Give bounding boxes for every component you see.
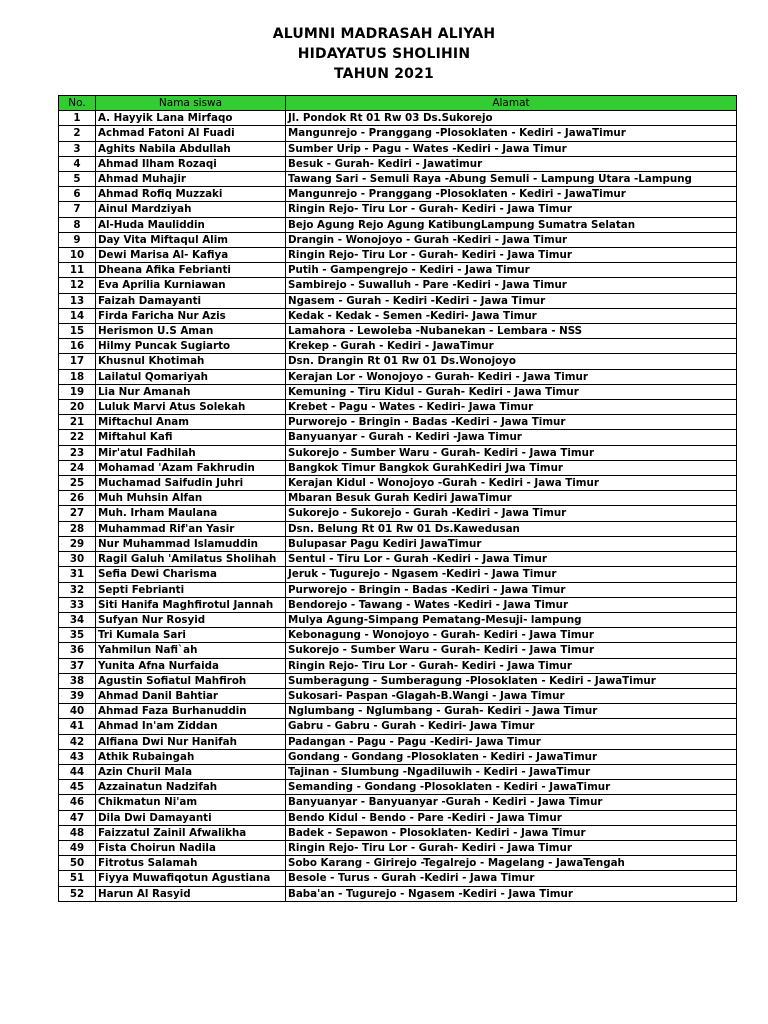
table-row [59,825,737,840]
row-number: 33 [59,597,96,612]
student-address: Mangunrejo - Pranggang -Plosoklaten - Kediri - JawaTimur [286,187,737,202]
table-row [59,232,737,247]
student-address: Ngasem - Gurah - Kediri -Kediri - Jawa Timur [286,293,737,308]
table-row [59,324,737,339]
student-name: Ahmad Faza Burhanuddin [96,704,286,719]
column-header-address: Alamat [286,96,737,111]
row-number: 13 [59,293,96,308]
row-number: 51 [59,871,96,886]
student-address: Sumberagung - Sumberagung -Plosoklaten - Kediri - JawaTimur [286,673,737,688]
row-number: 18 [59,369,96,384]
student-address: Kebonagung - Wonojoyo - Gurah- Kediri - Jawa Timur [286,628,737,643]
row-number: 11 [59,263,96,278]
student-address: Gondang - Gondang -Plosoklaten - Kediri - JawaTimur [286,749,737,764]
student-name: Luluk Marvi Atus Solekah [96,400,286,415]
row-number: 26 [59,491,96,506]
student-name: Mohamad 'Azam Fakhrudin [96,460,286,475]
table-row [59,734,737,749]
row-number: 46 [59,795,96,810]
student-address: Badek - Sepawon - Plosoklaten- Kediri - Jawa Timur [286,825,737,840]
row-number: 37 [59,658,96,673]
row-number: 40 [59,704,96,719]
row-number: 14 [59,308,96,323]
student-address: Mbaran Besuk Gurah Kediri JawaTimur [286,491,737,506]
table-row [59,415,737,430]
row-number: 2 [59,126,96,141]
alumni-table [58,95,737,902]
row-number: 38 [59,673,96,688]
table-row [59,460,737,475]
student-name: Fitrotus Salamah [96,856,286,871]
student-address: Jl. Pondok Rt 01 Rw 03 Ds.Sukorejo [286,111,737,126]
row-number: 30 [59,552,96,567]
table-row [59,278,737,293]
column-header-no: No. [59,96,96,111]
row-number: 9 [59,232,96,247]
student-address: Kedak - Kedak - Semen -Kediri- Jawa Timur [286,308,737,323]
student-name: Fista Choirun Nadila [96,840,286,855]
title-line-2: HIDAYATUS SHOLIHIN [297,46,471,62]
table-row [59,628,737,643]
table-row [59,704,737,719]
table-row [59,688,737,703]
student-address: Bangkok Timur Bangkok GurahKediri Jwa Timur [286,460,737,475]
student-name: Azzainatun Nadzifah [96,780,286,795]
student-address: Bendo Kidul - Bendo - Pare -Kediri - Jawa Timur [286,810,737,825]
row-number: 15 [59,324,96,339]
student-address: Drangin - Wonojoyo - Gurah -Kediri - Jawa Timur [286,232,737,247]
row-number: 17 [59,354,96,369]
student-name: Ainul Mardziyah [96,202,286,217]
table-row [59,141,737,156]
table-row [59,886,737,901]
student-name: Dila Dwi Damayanti [96,810,286,825]
student-address: Ringin Rejo- Tiru Lor - Gurah- Kediri - Jawa Timur [286,658,737,673]
student-address: Bulupasar Pagu Kediri JawaTimur [286,536,737,551]
row-number: 27 [59,506,96,521]
student-name: Harun Al Rasyid [96,886,286,901]
table-row [59,354,737,369]
table-row [59,673,737,688]
student-name: Lailatul Qomariyah [96,369,286,384]
student-address: Bejo Agung Rejo Agung KatibungLampung Sumatra Selatan [286,217,737,232]
student-name: Azin Churil Mala [96,764,286,779]
table-row [59,400,737,415]
row-number: 45 [59,780,96,795]
student-name: Ahmad Rofiq Muzzaki [96,187,286,202]
student-name: Yunita Afna Nurfaida [96,658,286,673]
row-number: 36 [59,643,96,658]
student-address: Sukosari- Paspan -Glagah-B.Wangi - Jawa Timur [286,688,737,703]
table-row [59,430,737,445]
student-address: Gabru - Gabru - Gurah - Kediri- Jawa Timur [286,719,737,734]
table-row [59,217,737,232]
student-name: Al-Huda Mauliddin [96,217,286,232]
student-address: Sukorejo - Sumber Waru - Gurah- Kediri - Jawa Timur [286,643,737,658]
student-name: Nur Muhammad Islamuddin [96,536,286,551]
student-name: Ragil Galuh 'Amilatus Sholihah [96,552,286,567]
table-row [59,126,737,141]
student-address: Baba'an - Tugurejo - Ngasem -Kediri - Jawa Timur [286,886,737,901]
row-number: 32 [59,582,96,597]
row-number: 34 [59,612,96,627]
student-address: Nglumbang - Nglumbang - Gurah- Kediri - Jawa Timur [286,704,737,719]
row-number: 10 [59,248,96,263]
row-number: 50 [59,856,96,871]
student-name: Achmad Fatoni Al Fuadi [96,126,286,141]
table-row [59,506,737,521]
row-number: 8 [59,217,96,232]
row-number: 47 [59,810,96,825]
student-name: Sefia Dewi Charisma [96,567,286,582]
row-number: 12 [59,278,96,293]
student-name: Faizzatul Zainil Afwalikha [96,825,286,840]
table-row [59,810,737,825]
row-number: 49 [59,840,96,855]
student-address: Dsn. Drangin Rt 01 Rw 01 Ds.Wonojoyo [286,354,737,369]
student-address: Dsn. Belung Rt 01 Rw 01 Ds.Kawedusan [286,521,737,536]
row-number: 24 [59,460,96,475]
table-row [59,384,737,399]
row-number: 1 [59,111,96,126]
table-row [59,780,737,795]
row-number: 43 [59,749,96,764]
table-row [59,172,737,187]
row-number: 25 [59,476,96,491]
student-name: Khusnul Khotimah [96,354,286,369]
student-address: Besole - Turus - Gurah -Kediri - Jawa Timur [286,871,737,886]
row-number: 16 [59,339,96,354]
student-name: Yahmilun Nafi`ah [96,643,286,658]
table-row [59,187,737,202]
row-number: 29 [59,536,96,551]
table-row [59,612,737,627]
student-name: Mir'atul Fadhilah [96,445,286,460]
student-name: Eva Aprilia Kurniawan [96,278,286,293]
row-number: 35 [59,628,96,643]
table-row [59,567,737,582]
student-address: Mangunrejo - Pranggang -Plosoklaten - Kediri - JawaTimur [286,126,737,141]
student-name: Agustin Sofiatul Mahfiroh [96,673,286,688]
student-name: Dheana Afika Febrianti [96,263,286,278]
row-number: 39 [59,688,96,703]
student-address: Banyuanyar - Gurah - Kediri -Jawa Timur [286,430,737,445]
student-name: Herismon U.S Aman [96,324,286,339]
student-address: Krekep - Gurah - Kediri - JawaTimur [286,339,737,354]
student-address: Tawang Sari - Semuli Raya -Abung Semuli - Lampung Utara -Lampung [286,172,737,187]
table-row [59,719,737,734]
title-line-3: TAHUN 2021 [334,66,434,82]
student-name: Muchamad Saifudin Juhri [96,476,286,491]
row-number: 52 [59,886,96,901]
student-address: Sumber Urip - Pagu - Wates -Kediri - Jawa Timur [286,141,737,156]
student-name: Muh. Irham Maulana [96,506,286,521]
student-address: Besuk - Gurah- Kediri - Jawatimur [286,156,737,171]
student-name: A. Hayyik Lana Mirfaqo [96,111,286,126]
table-row [59,582,737,597]
student-name: Tri Kumala Sari [96,628,286,643]
table-body [59,111,737,902]
row-number: 42 [59,734,96,749]
student-name: Miftahul Kafi [96,430,286,445]
row-number: 48 [59,825,96,840]
student-name: Ahmad Ilham Rozaqi [96,156,286,171]
row-number: 31 [59,567,96,582]
student-name: Muhammad Rif'an Yasir [96,521,286,536]
table-row [59,369,737,384]
student-address: Mulya Agung-Simpang Pematang-Mesuji- lampung [286,612,737,627]
row-number: 3 [59,141,96,156]
student-address: Sukorejo - Sumber Waru - Gurah- Kediri - Jawa Timur [286,445,737,460]
title-line-1: ALUMNI MADRASAH ALIYAH [272,26,496,42]
table-row [59,202,737,217]
table-row [59,156,737,171]
table-row [59,856,737,871]
row-number: 28 [59,521,96,536]
student-name: Day Vita Miftaqul Alim [96,232,286,247]
row-number: 7 [59,202,96,217]
student-address: Sentul - Tiru Lor - Gurah -Kediri - Jawa Timur [286,552,737,567]
table-row [59,491,737,506]
table-row [59,552,737,567]
row-number: 22 [59,430,96,445]
table-row [59,339,737,354]
student-address: Krebet - Pagu - Wates - Kediri- Jawa Timur [286,400,737,415]
table-row [59,445,737,460]
student-name: Aghits Nabila Abdullah [96,141,286,156]
table-header-row [59,96,737,111]
student-address: Sukorejo - Sukorejo - Gurah -Kediri - Jawa Timur [286,506,737,521]
student-address: Ringin Rejo- Tiru Lor - Gurah- Kediri - Jawa Timur [286,248,737,263]
row-number: 5 [59,172,96,187]
student-address: Purworejo - Bringin - Badas -Kediri - Jawa Timur [286,415,737,430]
student-address: Ringin Rejo- Tiru Lor - Gurah- Kediri - Jawa Timur [286,202,737,217]
row-number: 20 [59,400,96,415]
student-address: Purworejo - Bringin - Badas -Kediri - Jawa Timur [286,582,737,597]
student-address: Putih - Gampengrejo - Kediri - Jawa Timur [286,263,737,278]
document-title [0,24,768,84]
row-number: 6 [59,187,96,202]
student-address: Ringin Rejo- Tiru Lor - Gurah- Kediri - Jawa Timur [286,840,737,855]
student-name: Ahmad In'am Ziddan [96,719,286,734]
student-name: Lia Nur Amanah [96,384,286,399]
table-row [59,476,737,491]
table-row [59,248,737,263]
student-address: Kerajan Lor - Wonojoyo - Gurah- Kediri - Jawa Timur [286,369,737,384]
student-address: Kemuning - Tiru Kidul - Gurah- Kediri - Jawa Timur [286,384,737,399]
table-row [59,658,737,673]
row-number: 19 [59,384,96,399]
student-address: Lamahora - Lewoleba -Nubanekan - Lembara - NSS [286,324,737,339]
student-address: Kerajan Kidul - Wonojoyo -Gurah - Kediri - Jawa Timur [286,476,737,491]
student-address: Sambirejo - Suwalluh - Pare -Kediri - Jawa Timur [286,278,737,293]
table-row [59,643,737,658]
table-row [59,597,737,612]
table-row [59,764,737,779]
student-address: Jeruk - Tugurejo - Ngasem -Kediri - Jawa Timur [286,567,737,582]
student-name: Alfiana Dwi Nur Hanifah [96,734,286,749]
row-number: 23 [59,445,96,460]
student-name: Sufyan Nur Rosyid [96,612,286,627]
table-row [59,871,737,886]
student-address: Padangan - Pagu - Pagu -Kediri- Jawa Timur [286,734,737,749]
table-row [59,111,737,126]
table-row [59,536,737,551]
row-number: 4 [59,156,96,171]
table-row [59,308,737,323]
student-address: Semanding - Gondang -Plosoklaten - Kediri - JawaTimur [286,780,737,795]
table-row [59,293,737,308]
student-name: Ahmad Muhajir [96,172,286,187]
student-name: Hilmy Puncak Sugiarto [96,339,286,354]
student-name: Septi Febrianti [96,582,286,597]
table-row [59,521,737,536]
row-number: 41 [59,719,96,734]
student-address: Bendorejo - Tawang - Wates -Kediri - Jawa Timur [286,597,737,612]
student-name: Dewi Marisa Al- Kafiya [96,248,286,263]
table-row [59,795,737,810]
student-name: Chikmatun Ni'am [96,795,286,810]
student-address: Banyuanyar - Banyuanyar -Gurah - Kediri - Jawa Timur [286,795,737,810]
student-name: Muh Muhsin Alfan [96,491,286,506]
student-name: Faizah Damayanti [96,293,286,308]
student-name: Miftachul Anam [96,415,286,430]
table-row [59,263,737,278]
student-name: Siti Hanifa Maghfirotul Jannah [96,597,286,612]
student-name: Ahmad Danil Bahtiar [96,688,286,703]
student-address: Sobo Karang - Girirejo -Tegalrejo - Magelang - JawaTengah [286,856,737,871]
student-address: Tajinan - Slumbung -Ngadiluwih - Kediri - JawaTimur [286,764,737,779]
column-header-name: Nama siswa [96,96,286,111]
table-row [59,840,737,855]
row-number: 21 [59,415,96,430]
row-number: 44 [59,764,96,779]
student-name: Athik Rubaingah [96,749,286,764]
student-name: Firda Faricha Nur Azis [96,308,286,323]
student-name: Fiyya Muwafiqotun Agustiana [96,871,286,886]
table-row [59,749,737,764]
